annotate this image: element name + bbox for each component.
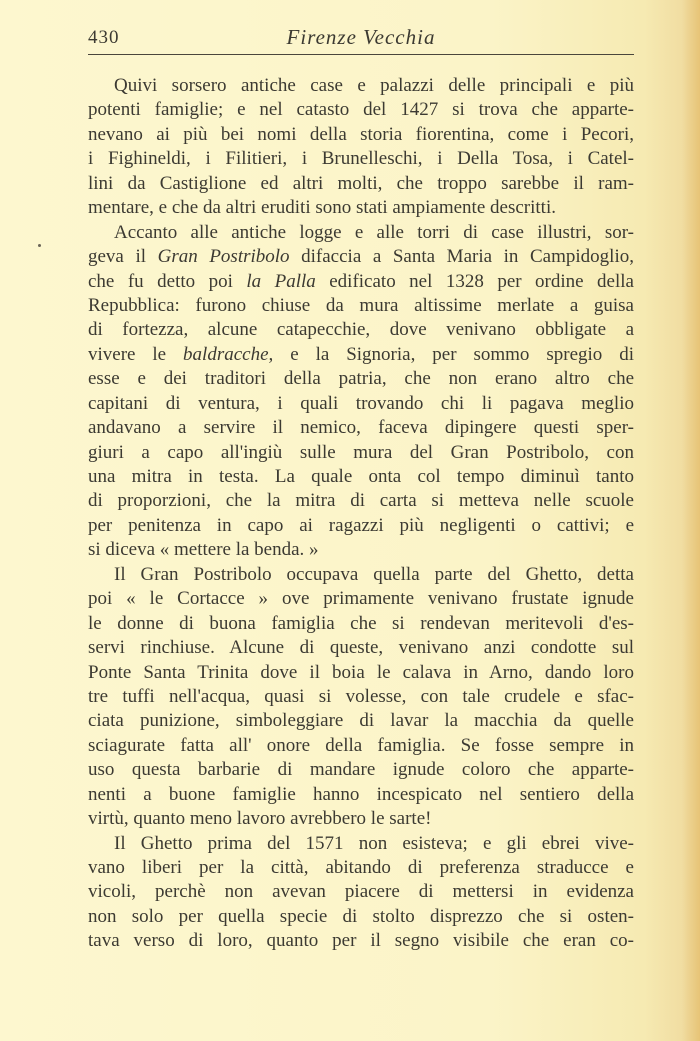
page-edge-shadow	[682, 0, 700, 1041]
text-line: capitani di ventura, i quali trovando chi li pagava meglio	[88, 392, 634, 414]
text-line: Quivi sorsero antiche case e palazzi delle principali e più	[114, 75, 634, 96]
italic-term: Gran Postribolo	[157, 246, 290, 268]
text-line: vicoli, perchè non avevan piacere di mettersi in evidenza	[88, 881, 634, 903]
text-line: Ponte Santa Trinita dove il boia le calava in Arno, dando loro	[88, 661, 634, 683]
text-line	[88, 343, 634, 367]
italic-term: la Palla	[246, 270, 316, 292]
text-line: di proporzioni, che la mitra di carta si metteva nelle scuole	[88, 490, 634, 512]
header-rule	[88, 54, 634, 55]
text-line: una mitra in testa. La quale onta col tempo diminuì tanto	[88, 466, 634, 487]
text-segment: edificato nel 1328 per ordine della	[315, 270, 634, 292]
text-line: tava verso di loro, quanto per il segno visibile che eran co-	[88, 930, 634, 952]
text-line: potenti famiglie; e nel catasto del 1427 si trova che apparte-	[88, 99, 634, 121]
text-line	[88, 270, 634, 294]
text-line: poi « le Cortacce » ove primamente venivano frustate ignude	[88, 588, 634, 610]
text-line: per penitenza in capo ai ragazzi più negligenti o cattivi; e	[88, 514, 634, 536]
text-segment: geva il	[88, 246, 158, 268]
body-text	[88, 74, 634, 954]
text-line: ciata punizione, simboleggiare di lavar la macchia da quelle	[88, 710, 634, 732]
text-line: sciagurate fatta all' onore della famiglia. Se fosse sempre in	[88, 734, 634, 756]
text-segment: che fu detto poi	[88, 270, 247, 292]
text-segment: vivere le	[88, 343, 184, 365]
text-line: Repubblica: furono chiuse da mura altissime merlate a guisa	[88, 294, 634, 316]
text-line: esse e dei traditori della patria, che non erano altro che	[88, 368, 634, 390]
italic-term: baldracche,	[183, 343, 274, 365]
text-line: Accanto alle antiche logge e alle torri di case illustri, sor-	[114, 221, 634, 243]
text-line: uso questa barbarie di mandare ignude coloro che apparte-	[88, 759, 634, 781]
text-line: si diceva « mettere la benda. »	[88, 539, 319, 561]
page-header	[88, 22, 634, 52]
text-line: non solo per quella specie di stolto disprezzo che si osten-	[88, 905, 634, 927]
text-line: mentare, e che da altri eruditi sono stati ampiamente descritti.	[88, 197, 556, 219]
text-line: lini da Castiglione ed altri molti, che troppo sarebbe il ram-	[88, 172, 634, 194]
text-line: di fortezza, alcune catapecchie, dove venivano obbligate a	[88, 319, 634, 341]
text-line: i Fighineldi, i Filitieri, i Brunelleschi, i Della Tosa, i Catel-	[88, 148, 634, 170]
text-line: servi rinchiuse. Alcune di queste, venivano anzi condotte sul	[88, 637, 634, 659]
text-line: virtù, quanto meno lavoro avrebbero le sarte!	[88, 808, 432, 830]
running-title: Firenze Vecchia	[286, 25, 436, 49]
text-line: le donne di buona famiglia che si rendevan meritevoli d'es-	[88, 612, 634, 634]
text-line: giuri a capo all'ingiù sulle mura del Gran Postribolo, con	[88, 441, 634, 463]
text-line	[88, 245, 634, 269]
text-line: tre tuffi nell'acqua, quasi si volesse, con tale crudele e sfac-	[88, 685, 634, 707]
text-line: vano liberi per la città, abitando di preferenza straducce e	[88, 857, 634, 878]
text-line: andavano a servire il nemico, faceva dipingere questi sper-	[88, 417, 634, 439]
text-line: Il Ghetto prima del 1571 non esisteva; e gli ebrei vive-	[114, 832, 634, 854]
margin-mark	[38, 244, 41, 247]
page-number: 430	[88, 27, 120, 48]
text-segment: e la Signoria, per sommo spregio di	[273, 343, 634, 365]
text-line: nenti a buone famiglie hanno incespicato nel sentiero della	[88, 783, 634, 805]
text-segment: difaccia a Santa Maria in Campidoglio,	[289, 246, 634, 268]
text-line: nevano ai più bei nomi della storia fiorentina, come i Pecori,	[88, 123, 634, 145]
text-line: Il Gran Postribolo occupava quella parte del Ghetto, detta	[114, 563, 634, 585]
